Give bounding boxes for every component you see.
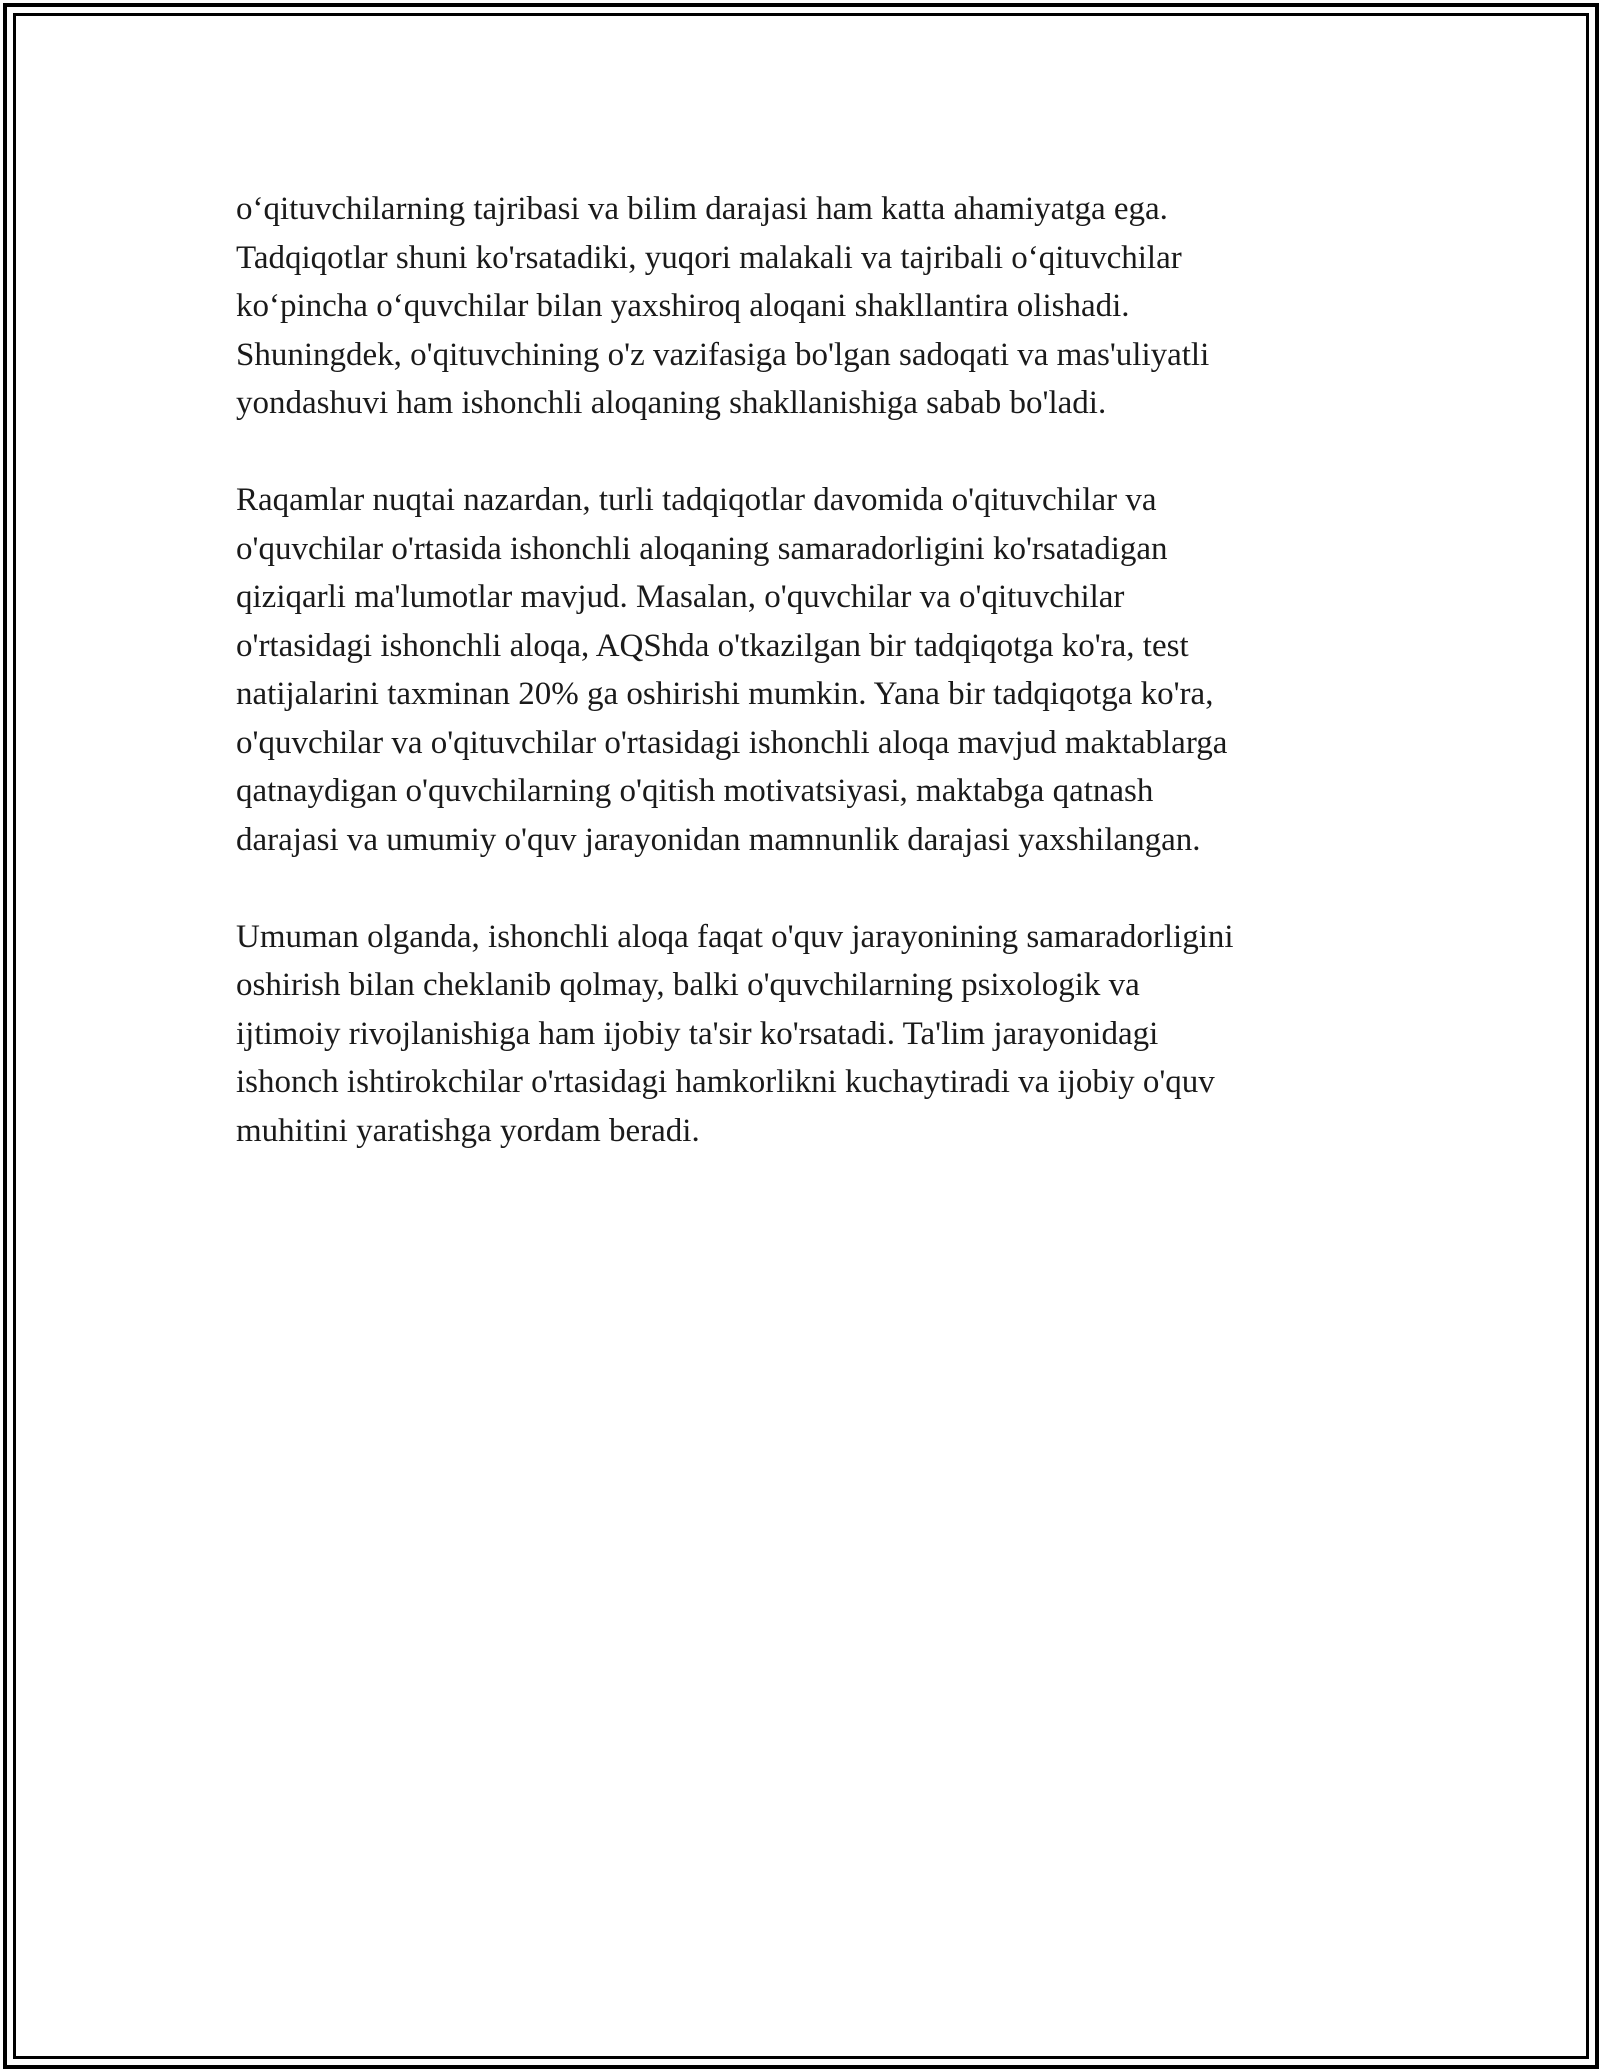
- text-line: ijtimoiy rivojlanishiga ham ijobiy ta'sir ko'rsatadi. Ta'lim jarayonidagi: [236, 1015, 1159, 1052]
- text-line: Umuman olganda, ishonchli aloqa faqat o'quv jarayonining samaradorligini: [236, 918, 1234, 955]
- text-line: darajasi va umumiy o'quv jarayonidan mamnunlik darajasi yaxshilangan.: [236, 821, 1201, 858]
- text-line: Raqamlar nuqtai nazardan, turli tadqiqotlar davomida o'qituvchilar va: [236, 482, 1157, 518]
- text-line: ishonch ishtirokchilar o'rtasidagi hamkorlikni kuchaytiradi va ijobiy o'quv: [236, 1064, 1215, 1100]
- text-line: qatnaydigan o'quvchilarning o'qitish motivatsiyasi, maktabga qatnash: [236, 773, 1154, 809]
- text-line: o'quvchilar o'rtasida ishonchli aloqaning samaradorligini ko'rsatadigan: [236, 530, 1168, 567]
- text-line: o‘qituvchilarning tajribasi va bilim darajasi ham katta ahamiyatga ega.: [236, 191, 1168, 227]
- text-line: natijalarini taxminan 20% ga oshirishi mumkin. Yana bir tadqiqotga ko'ra,: [236, 676, 1214, 712]
- paragraph-teacher-experience: [236, 185, 1376, 428]
- text-line: muhitini yaratishga yordam beradi.: [236, 1112, 700, 1149]
- paragraph-conclusion: [236, 913, 1376, 1156]
- text-line: oshirish bilan cheklanib qolmay, balki o'quvchilarning psixologik va: [236, 967, 1140, 1003]
- text-line: o'rtasidagi ishonchli aloqa, AQShda o'tkazilgan bir tadqiqotga ko'ra, test: [236, 627, 1189, 664]
- text-line: Shuningdek, o'qituvchining o'z vazifasiga bo'lgan sadoqati va mas'uliyatli: [236, 336, 1210, 373]
- text-line: qiziqarli ma'lumotlar mavjud. Masalan, o'quvchilar va o'qituvchilar: [236, 579, 1125, 615]
- document-body: [236, 185, 1376, 1204]
- text-line: o'quvchilar va o'qituvchilar o'rtasidagi ishonchli aloqa mavjud maktablarga: [236, 724, 1228, 761]
- text-line: yondashuvi ham ishonchli aloqaning shakllanishiga sabab bo'ladi.: [236, 385, 1107, 421]
- paragraph-research-numbers: [236, 476, 1376, 864]
- text-line: Tadqiqotlar shuni ko'rsatadiki, yuqori malakali va tajribali o‘qituvchilar: [236, 239, 1182, 276]
- text-line: ko‘pincha o‘quvchilar bilan yaxshiroq aloqani shakllantira olishadi.: [236, 288, 1130, 324]
